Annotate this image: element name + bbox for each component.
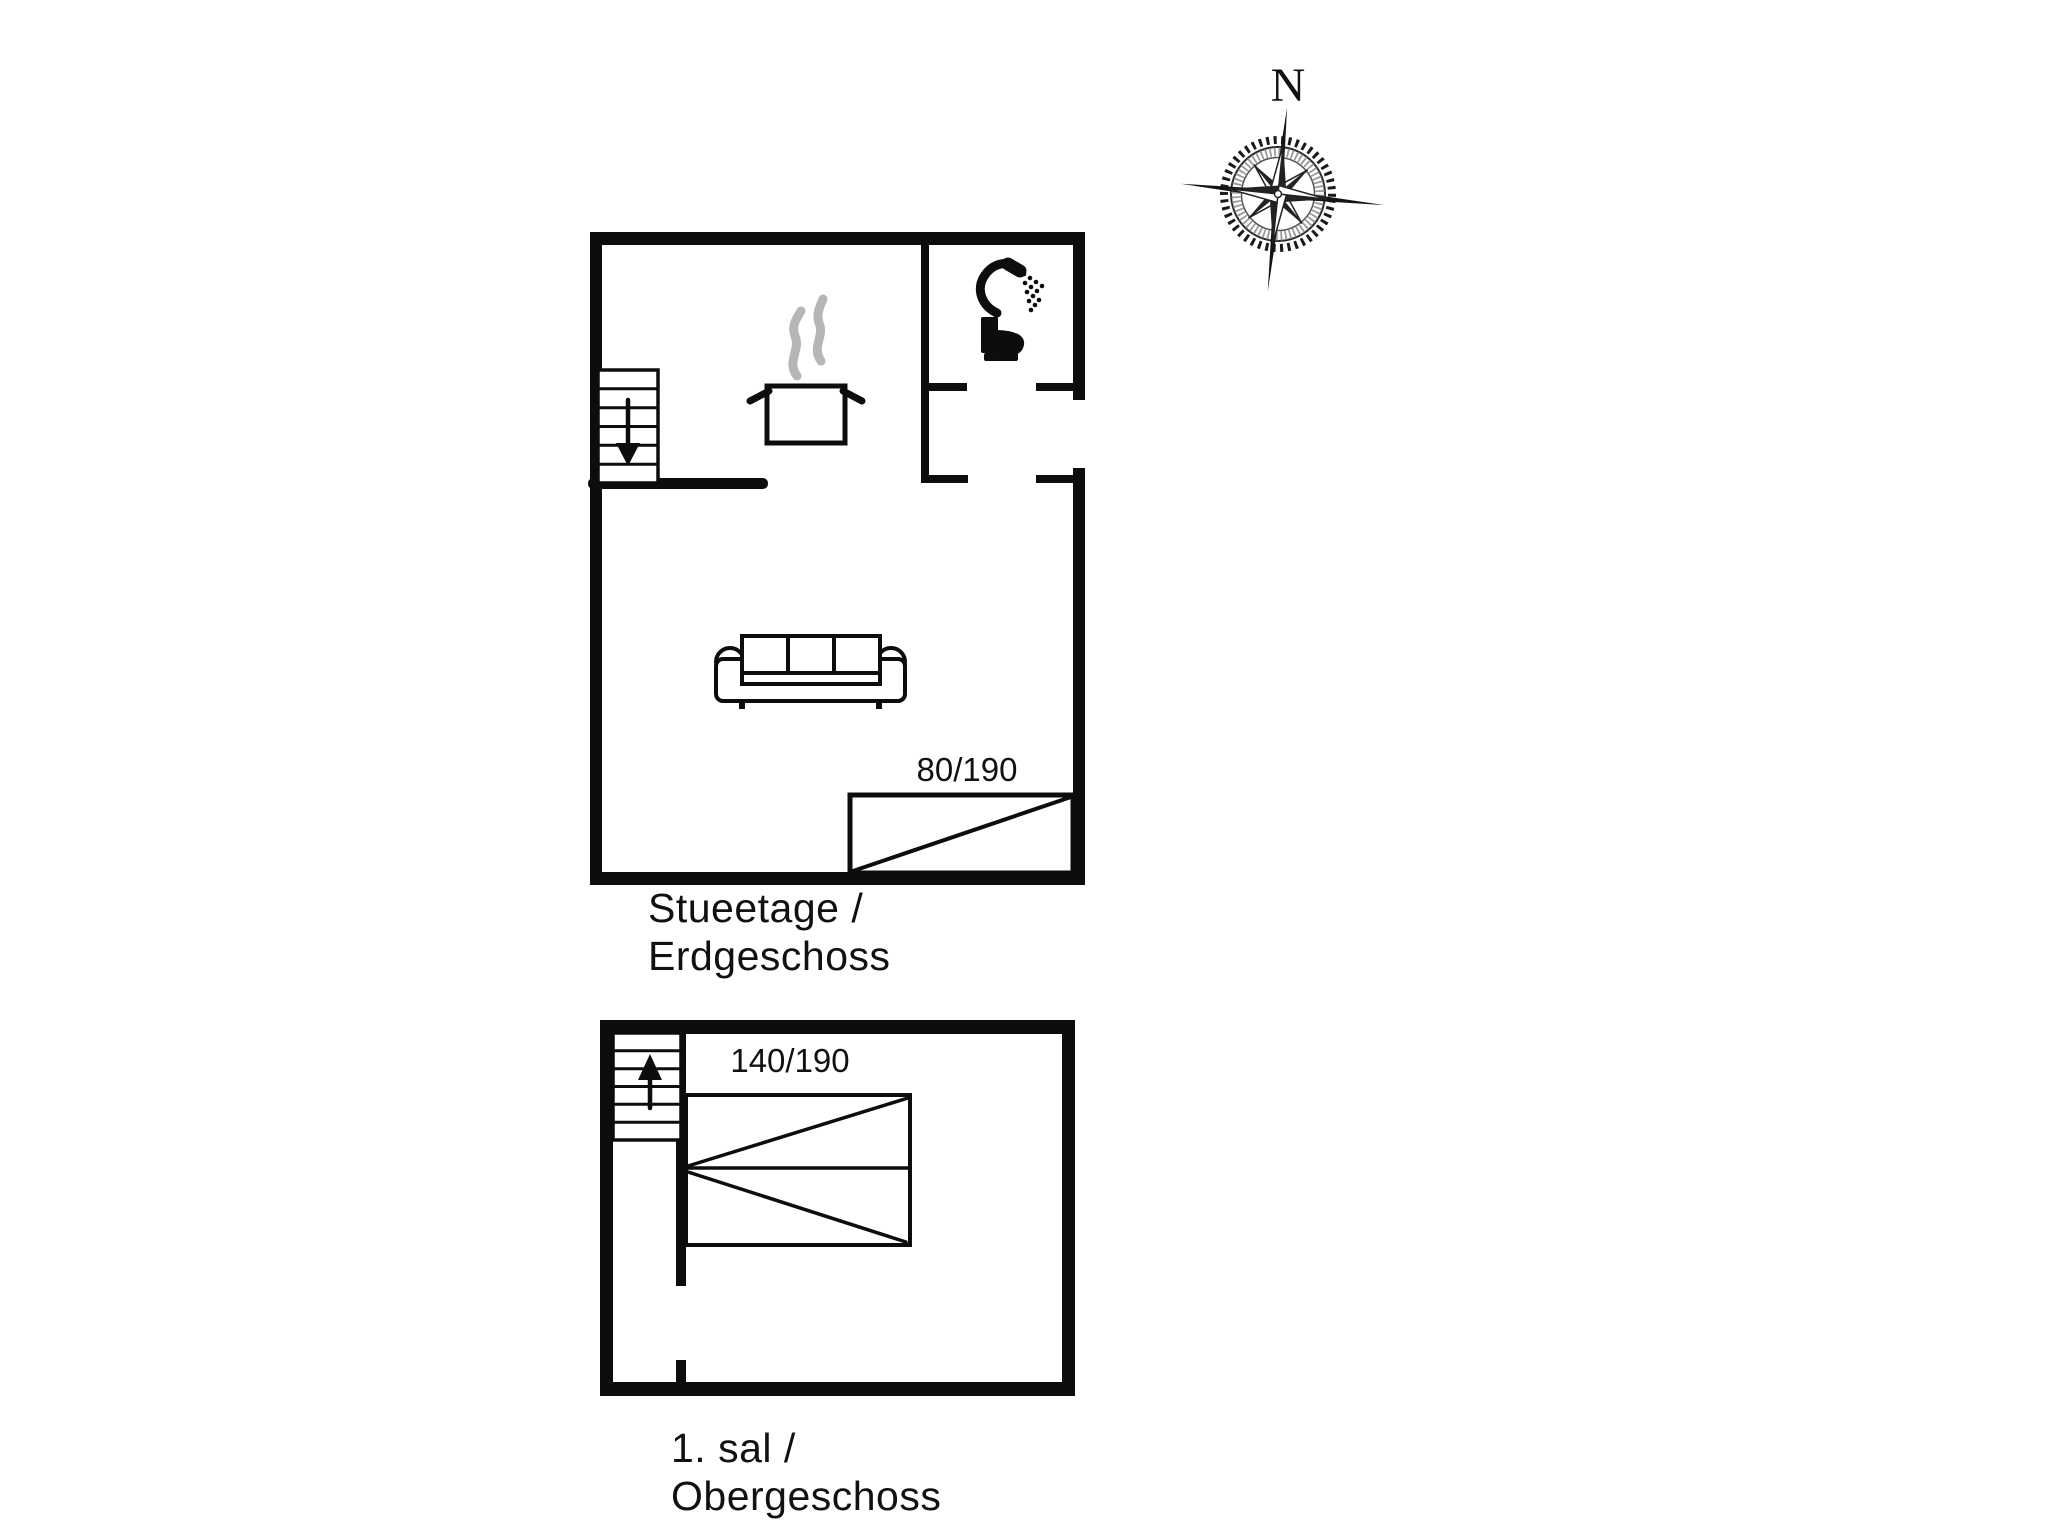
- steam-icon: [793, 299, 823, 376]
- ground-floor-title: [648, 884, 891, 980]
- toilet-icon: [981, 317, 1024, 361]
- cooking-pot-icon: [750, 386, 862, 443]
- ground-floor-bed-size-label: 80/190: [916, 751, 1018, 788]
- bathroom-walls: [921, 245, 1073, 483]
- upper-floor-title-line2: Obergeschoss: [671, 1473, 942, 1519]
- upper-floor-title: [671, 1424, 941, 1520]
- single-bed-symbol: [850, 795, 1073, 873]
- compass-center-dot: [1274, 190, 1282, 198]
- shower-icon: [980, 263, 1044, 313]
- ground-floor-title-line1: Stueetage /: [648, 885, 864, 931]
- ground-floor-title-line2: Erdgeschoss: [648, 933, 891, 979]
- stairs-down-icon: [598, 370, 658, 483]
- upper-floor-title-line1: 1. sal /: [671, 1425, 796, 1471]
- sofa-icon: [716, 636, 905, 709]
- stairs-up-icon: [613, 1033, 681, 1140]
- shower-spray-dots: [1022, 272, 1045, 313]
- upper-floor-bed-size-label: 140/190: [730, 1042, 850, 1079]
- compass-rose-icon: [1170, 97, 1393, 302]
- double-bed-symbol: [686, 1095, 910, 1245]
- compass-north-label: N: [1270, 59, 1306, 112]
